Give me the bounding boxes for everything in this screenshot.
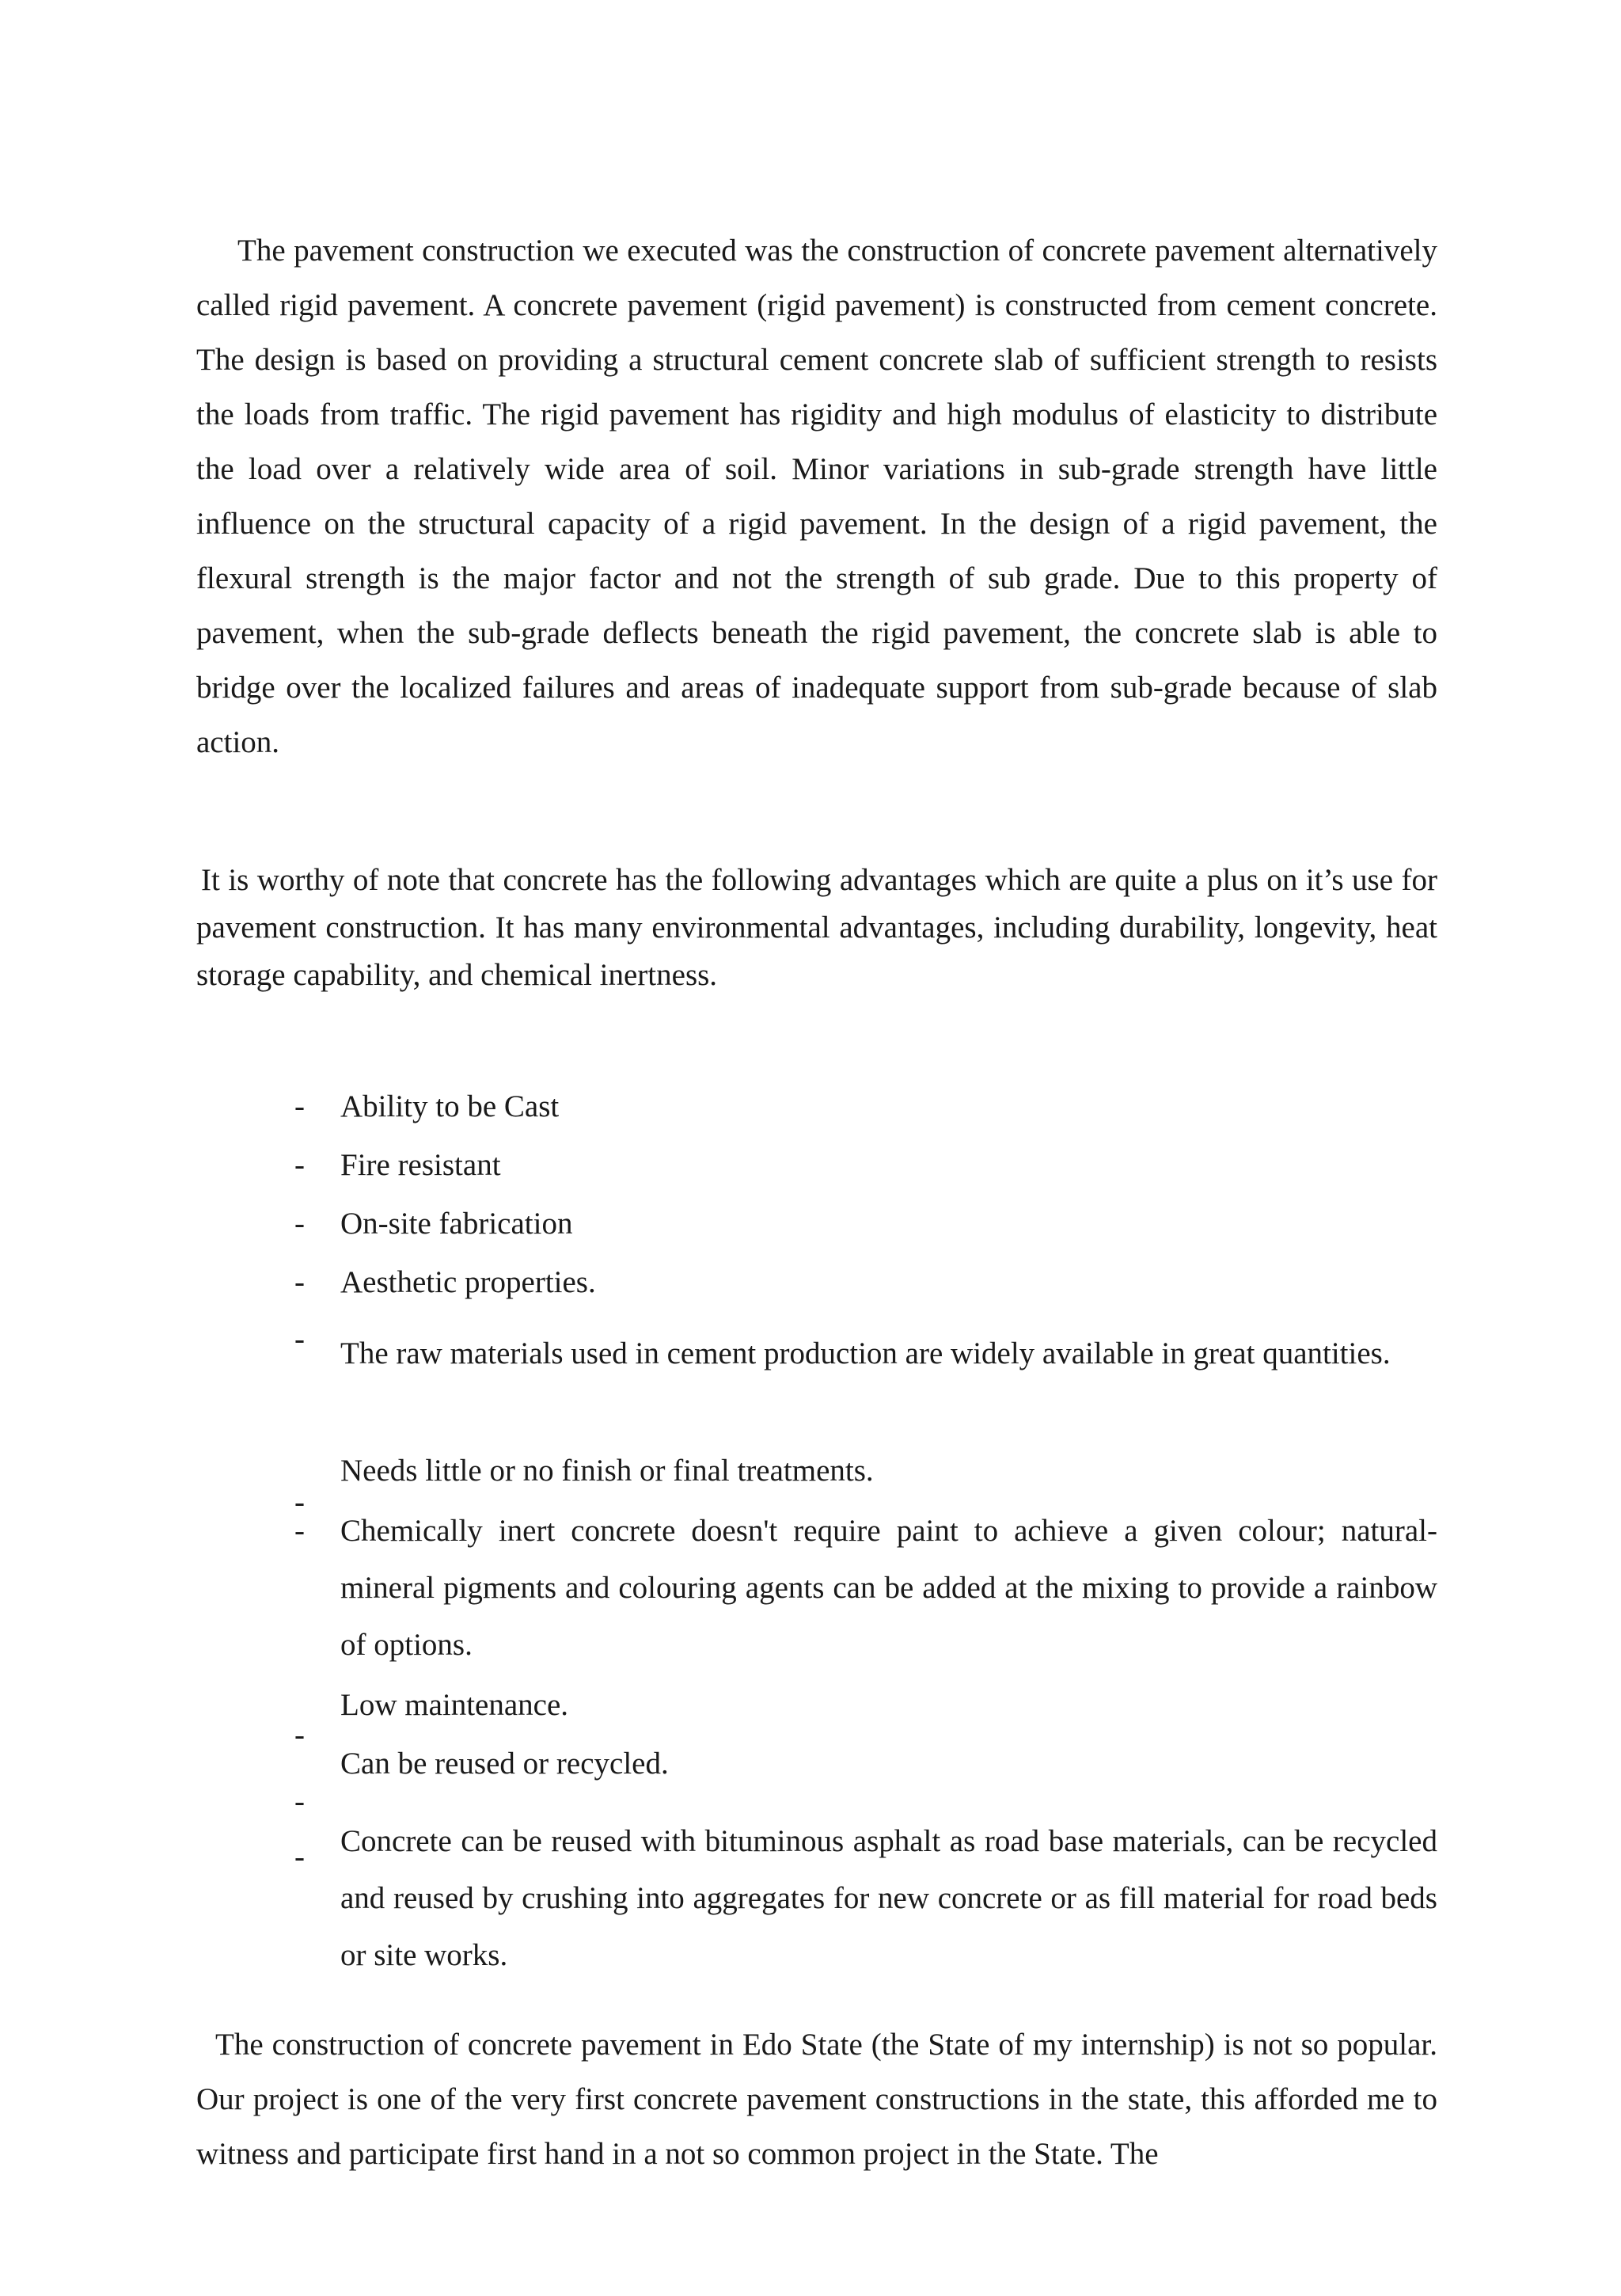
bullet-dash: - <box>294 1089 305 1123</box>
bullet-dash: - <box>294 1148 305 1182</box>
advantages-intro-paragraph: It is worthy of note that concrete has the following advantages which are quite a plus on it’s use for pavement construction. It has many environmental advantages, including durability, longevity, heat storage capability, and chemical inertness. <box>196 863 1437 992</box>
bullet-dash: - <box>294 1207 305 1241</box>
closing-paragraph: The construction of concrete pavement in Edo State (the State of my internship) is not so popular. Our project is one of the very first concrete pavement constructions in the state, this afforded me to witness and participate first hand in a not so common project in the State. The <box>196 2028 1437 2171</box>
list-item-text: Aesthetic properties. <box>340 1265 596 1299</box>
intro-paragraph: The pavement construction we executed was the construction of concrete pavement alternatively called rigid pavement. A concrete pavement (rigid pavement) is constructed from cement concrete. The design is based on providing a structural cement concrete slab of sufficient strength to resists the loads from traffic. The rigid pavement has rigidity and high modulus of elasticity to distribute the load over a relatively wide area of soil. Minor variations in sub-grade strength have little influence on the structural capacity of a rigid pavement. In the design of a rigid pavement, the flexural strength is the major factor and not the strength of sub grade. Due to this property of pavement, when the sub-grade deflects beneath the rigid pavement, the concrete slab is able to bridge over the localized failures and areas of inadequate support from sub-grade because of slab action. <box>196 234 1437 759</box>
bullet-dash: - <box>294 1485 305 1519</box>
list-item-text: Fire resistant <box>340 1148 501 1182</box>
list-item-text: Needs little or no finish or final treatments. <box>340 1454 874 1488</box>
list-item-text: Ability to be Cast <box>340 1089 560 1123</box>
list-item-text: Low maintenance. <box>340 1688 569 1722</box>
list-item-text: The raw materials used in cement production are widely available in great quantities. <box>340 1336 1391 1370</box>
bullet-dash: - <box>294 1265 305 1299</box>
bullet-dash: - <box>294 1840 305 1874</box>
list-item-text: On-site fabrication <box>340 1207 573 1241</box>
bullet-dash: - <box>294 1718 305 1752</box>
bullet-dash: - <box>294 1785 305 1819</box>
list-item-text: Chemically inert concrete doesn't require paint to achieve a given colour; natural-mineral pigments and colouring agents can be added at the mixing to provide a rainbow of options. <box>340 1514 1437 1662</box>
list-item-text: Concrete can be reused with bituminous asphalt as road base materials, can be recycled and reused by crushing into aggregates for new concrete or as fill material for road beds or site works. <box>340 1824 1437 1972</box>
list-item-text: Can be reused or recycled. <box>340 1747 669 1781</box>
bullet-dash: - <box>294 1514 305 1548</box>
bullet-dash: - <box>294 1322 305 1356</box>
